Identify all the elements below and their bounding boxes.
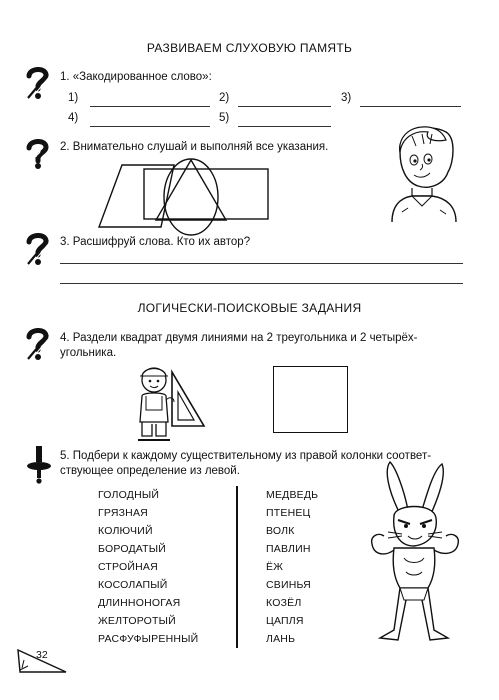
task-5-text-line-2: ствующее определение из левой.: [60, 465, 240, 477]
task-1-text: 1. «Закодированное слово»:: [60, 71, 212, 83]
left-word[interactable]: СТРОЙНАЯ: [98, 561, 158, 573]
section-title-logic: ЛОГИЧЕСКИ-ПОИСКОВЫЕ ЗАДАНИЯ: [137, 301, 362, 315]
boy-illustration: [388, 122, 463, 227]
left-word[interactable]: КОСОЛАПЫЙ: [98, 579, 168, 591]
column-divider: [236, 486, 238, 648]
task-3-text: 3. Расшифруй слова. Кто их автор?: [60, 236, 251, 248]
answer-line-task-3-a[interactable]: [60, 263, 463, 264]
answer-label-1: 1): [68, 92, 79, 104]
answer-line-2[interactable]: [238, 106, 331, 107]
right-word[interactable]: ВОЛК: [266, 525, 295, 537]
left-word[interactable]: ДЛИННОНОГАЯ: [98, 597, 181, 609]
answer-line-3[interactable]: [360, 106, 461, 107]
right-word[interactable]: МЕДВЕДЬ: [266, 489, 319, 501]
child-with-set-square-illustration: [128, 362, 210, 449]
right-word[interactable]: СВИНЬЯ: [266, 579, 311, 591]
right-word[interactable]: ПТЕНЕЦ: [266, 507, 311, 519]
right-word[interactable]: ЛАНЬ: [266, 633, 296, 645]
right-word[interactable]: ЦАПЛЯ: [266, 615, 304, 627]
left-word[interactable]: РАСФУФЫРЕННЫЙ: [98, 633, 199, 645]
answer-line-task-3-b[interactable]: [60, 283, 463, 284]
left-word[interactable]: ГРЯЗНАЯ: [98, 507, 148, 519]
hare-illustration: [364, 460, 464, 653]
left-word[interactable]: КОЛЮЧИЙ: [98, 525, 153, 537]
right-word[interactable]: КОЗЁЛ: [266, 597, 302, 609]
answer-label-4: 4): [68, 112, 79, 124]
page-number: 32: [36, 649, 48, 661]
answer-label-5: 5): [219, 112, 230, 124]
question-mark-pencil-icon: [24, 66, 52, 100]
exclamation-key-icon: [24, 444, 54, 484]
answer-line-5[interactable]: [238, 126, 331, 127]
left-word[interactable]: ЖЕЛТОРОТЫЙ: [98, 615, 176, 627]
section-title-auditory-memory: РАЗВИВАЕМ СЛУХОВУЮ ПАМЯТЬ: [146, 41, 353, 55]
square-to-divide[interactable]: [273, 366, 348, 433]
task-2-text: 2. Внимательно слушай и выполняй все указания.: [60, 141, 329, 153]
question-mark-ear-icon: [24, 138, 52, 170]
answer-line-1[interactable]: [90, 106, 210, 107]
task-4-text-line-1: 4. Раздели квадрат двумя линиями на 2 треугольника и 2 четырёх-: [60, 332, 418, 344]
question-mark-pencil-icon-3: [24, 327, 52, 361]
task-2-figures: [96, 155, 286, 242]
left-word[interactable]: ГОЛОДНЫЙ: [98, 489, 160, 501]
task-4-text-line-2: угольника.: [60, 347, 117, 359]
left-word[interactable]: БОРОДАТЫЙ: [98, 543, 166, 555]
question-mark-pencil-icon-2: [24, 232, 52, 266]
task-5-text-line-1: 5. Подбери к каждому существительному из правой колонки соответ-: [60, 450, 432, 462]
answer-line-4[interactable]: [90, 126, 210, 127]
answer-label-2: 2): [219, 92, 230, 104]
right-word[interactable]: ЁЖ: [266, 561, 284, 573]
right-word[interactable]: ПАВЛИН: [266, 543, 311, 555]
answer-label-3: 3): [341, 92, 352, 104]
